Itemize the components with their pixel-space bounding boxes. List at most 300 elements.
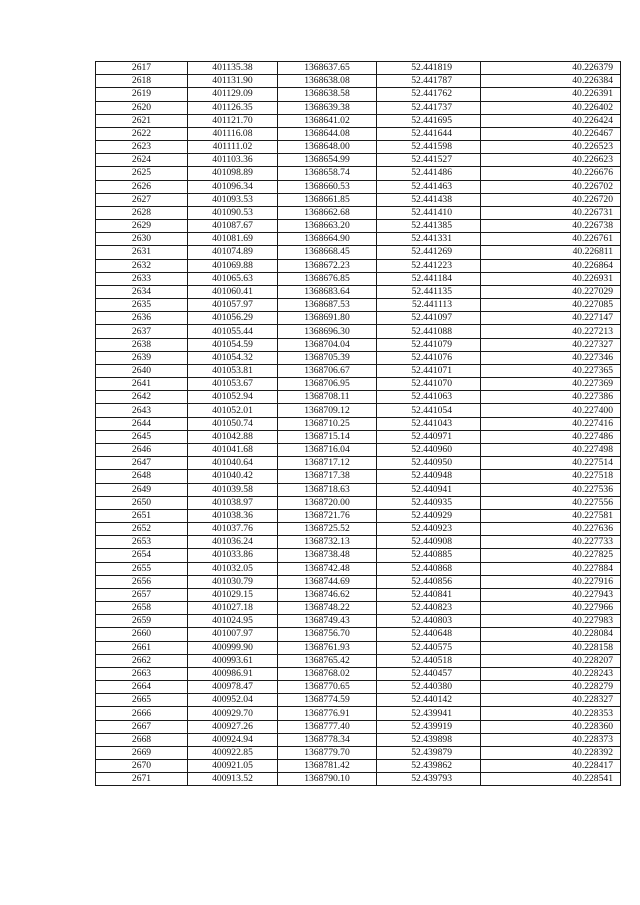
y-coordinate-cell: 1368770.65 [278, 681, 377, 694]
point-number-cell: 2665 [96, 694, 188, 707]
table-row [96, 588, 621, 601]
table-row [96, 536, 621, 549]
y-coordinate-cell: 1368742.48 [278, 562, 377, 575]
point-number-cell: 2664 [96, 681, 188, 694]
longitude-cell: 40.228279 [481, 681, 621, 694]
y-coordinate-cell: 1368720.00 [278, 496, 377, 509]
x-coordinate-cell: 401030.79 [188, 575, 278, 588]
longitude-cell: 40.228207 [481, 654, 621, 667]
table-row [96, 641, 621, 654]
x-coordinate-cell: 400927.26 [188, 720, 278, 733]
y-coordinate-cell: 1368660.53 [278, 180, 377, 193]
table-row [96, 615, 621, 628]
x-coordinate-cell: 401052.94 [188, 391, 278, 404]
y-coordinate-cell: 1368706.95 [278, 378, 377, 391]
y-coordinate-cell: 1368749.43 [278, 615, 377, 628]
point-number-cell: 2670 [96, 760, 188, 773]
y-coordinate-cell: 1368709.12 [278, 404, 377, 417]
x-coordinate-cell: 401040.64 [188, 457, 278, 470]
latitude-cell: 52.441269 [377, 246, 481, 259]
x-coordinate-cell: 401103.36 [188, 154, 278, 167]
x-coordinate-cell: 401090.53 [188, 206, 278, 219]
latitude-cell: 52.441097 [377, 312, 481, 325]
longitude-cell: 40.227346 [481, 351, 621, 364]
point-number-cell: 2641 [96, 378, 188, 391]
x-coordinate-cell: 400952.04 [188, 694, 278, 707]
y-coordinate-cell: 1368696.30 [278, 325, 377, 338]
y-coordinate-cell: 1368774.59 [278, 694, 377, 707]
table-row [96, 654, 621, 667]
latitude-cell: 52.439793 [377, 773, 481, 786]
x-coordinate-cell: 401081.69 [188, 233, 278, 246]
point-number-cell: 2667 [96, 720, 188, 733]
point-number-cell: 2656 [96, 575, 188, 588]
table-row [96, 141, 621, 154]
point-number-cell: 2651 [96, 509, 188, 522]
table-row [96, 760, 621, 773]
table-row [96, 430, 621, 443]
point-number-cell: 2659 [96, 615, 188, 628]
latitude-cell: 52.441527 [377, 154, 481, 167]
table-row [96, 496, 621, 509]
x-coordinate-cell: 400921.05 [188, 760, 278, 773]
y-coordinate-cell: 1368658.74 [278, 167, 377, 180]
x-coordinate-cell: 401040.42 [188, 470, 278, 483]
y-coordinate-cell: 1368706.67 [278, 364, 377, 377]
table-row [96, 443, 621, 456]
longitude-cell: 40.227498 [481, 443, 621, 456]
longitude-cell: 40.228243 [481, 667, 621, 680]
longitude-cell: 40.226864 [481, 259, 621, 272]
latitude-cell: 52.441410 [377, 206, 481, 219]
x-coordinate-cell: 401054.59 [188, 338, 278, 351]
point-number-cell: 2632 [96, 259, 188, 272]
point-number-cell: 2646 [96, 443, 188, 456]
point-number-cell: 2618 [96, 75, 188, 88]
x-coordinate-cell: 400929.70 [188, 707, 278, 720]
table-row [96, 391, 621, 404]
table-row [96, 206, 621, 219]
longitude-cell: 40.228353 [481, 707, 621, 720]
point-number-cell: 2624 [96, 154, 188, 167]
longitude-cell: 40.227327 [481, 338, 621, 351]
longitude-cell: 40.228158 [481, 641, 621, 654]
longitude-cell: 40.226738 [481, 220, 621, 233]
x-coordinate-cell: 401096.34 [188, 180, 278, 193]
point-number-cell: 2639 [96, 351, 188, 364]
x-coordinate-cell: 401050.74 [188, 417, 278, 430]
longitude-cell: 40.226731 [481, 206, 621, 219]
point-number-cell: 2630 [96, 233, 188, 246]
y-coordinate-cell: 1368710.25 [278, 417, 377, 430]
point-number-cell: 2657 [96, 588, 188, 601]
y-coordinate-cell: 1368746.62 [278, 588, 377, 601]
table-row [96, 88, 621, 101]
latitude-cell: 52.440841 [377, 588, 481, 601]
table-row [96, 667, 621, 680]
y-coordinate-cell: 1368738.48 [278, 549, 377, 562]
latitude-cell: 52.441331 [377, 233, 481, 246]
y-coordinate-cell: 1368717.38 [278, 470, 377, 483]
table-row [96, 733, 621, 746]
table-row [96, 509, 621, 522]
longitude-cell: 40.226811 [481, 246, 621, 259]
x-coordinate-cell: 401060.41 [188, 285, 278, 298]
point-number-cell: 2640 [96, 364, 188, 377]
x-coordinate-cell: 401024.95 [188, 615, 278, 628]
longitude-cell: 40.226676 [481, 167, 621, 180]
point-number-cell: 2617 [96, 62, 188, 75]
longitude-cell: 40.226384 [481, 75, 621, 88]
x-coordinate-cell: 401027.18 [188, 602, 278, 615]
latitude-cell: 52.440941 [377, 483, 481, 496]
point-number-cell: 2671 [96, 773, 188, 786]
point-number-cell: 2628 [96, 206, 188, 219]
latitude-cell: 52.441787 [377, 75, 481, 88]
table-row [96, 154, 621, 167]
x-coordinate-cell: 401116.08 [188, 127, 278, 140]
longitude-cell: 40.227983 [481, 615, 621, 628]
x-coordinate-cell: 401033.86 [188, 549, 278, 562]
y-coordinate-cell: 1368790.10 [278, 773, 377, 786]
longitude-cell: 40.227581 [481, 509, 621, 522]
x-coordinate-cell: 401029.15 [188, 588, 278, 601]
longitude-cell: 40.227213 [481, 325, 621, 338]
longitude-cell: 40.228392 [481, 746, 621, 759]
table-row [96, 246, 621, 259]
point-number-cell: 2621 [96, 114, 188, 127]
table-row [96, 746, 621, 759]
y-coordinate-cell: 1368781.42 [278, 760, 377, 773]
longitude-cell: 40.227416 [481, 417, 621, 430]
point-number-cell: 2619 [96, 88, 188, 101]
point-number-cell: 2620 [96, 101, 188, 114]
point-number-cell: 2622 [96, 127, 188, 140]
y-coordinate-cell: 1368725.52 [278, 523, 377, 536]
latitude-cell: 52.439862 [377, 760, 481, 773]
point-number-cell: 2645 [96, 430, 188, 443]
latitude-cell: 52.440935 [377, 496, 481, 509]
y-coordinate-cell: 1368716.04 [278, 443, 377, 456]
latitude-cell: 52.440518 [377, 654, 481, 667]
latitude-cell: 52.440380 [377, 681, 481, 694]
y-coordinate-cell: 1368687.53 [278, 299, 377, 312]
point-number-cell: 2636 [96, 312, 188, 325]
x-coordinate-cell: 401069.88 [188, 259, 278, 272]
y-coordinate-cell: 1368777.40 [278, 720, 377, 733]
x-coordinate-cell: 401038.36 [188, 509, 278, 522]
y-coordinate-cell: 1368644.08 [278, 127, 377, 140]
latitude-cell: 52.441762 [377, 88, 481, 101]
table-row [96, 180, 621, 193]
point-number-cell: 2643 [96, 404, 188, 417]
longitude-cell: 40.227636 [481, 523, 621, 536]
x-coordinate-cell: 401052.01 [188, 404, 278, 417]
latitude-cell: 52.440457 [377, 667, 481, 680]
y-coordinate-cell: 1368639.38 [278, 101, 377, 114]
x-coordinate-cell: 401056.29 [188, 312, 278, 325]
x-coordinate-cell: 401131.90 [188, 75, 278, 88]
y-coordinate-cell: 1368768.02 [278, 667, 377, 680]
latitude-cell: 52.440929 [377, 509, 481, 522]
table-row [96, 457, 621, 470]
table-row [96, 628, 621, 641]
latitude-cell: 52.441598 [377, 141, 481, 154]
y-coordinate-cell: 1368708.11 [278, 391, 377, 404]
longitude-cell: 40.228417 [481, 760, 621, 773]
x-coordinate-cell: 401037.76 [188, 523, 278, 536]
point-number-cell: 2662 [96, 654, 188, 667]
latitude-cell: 52.440823 [377, 602, 481, 615]
table-row [96, 193, 621, 206]
point-number-cell: 2635 [96, 299, 188, 312]
x-coordinate-cell: 401041.68 [188, 443, 278, 456]
point-number-cell: 2653 [96, 536, 188, 549]
y-coordinate-cell: 1368756.70 [278, 628, 377, 641]
latitude-cell: 52.439898 [377, 733, 481, 746]
y-coordinate-cell: 1368676.85 [278, 272, 377, 285]
table-row [96, 167, 621, 180]
table-row [96, 259, 621, 272]
y-coordinate-cell: 1368718.63 [278, 483, 377, 496]
y-coordinate-cell: 1368683.64 [278, 285, 377, 298]
latitude-cell: 52.441463 [377, 180, 481, 193]
longitude-cell: 40.227147 [481, 312, 621, 325]
longitude-cell: 40.226391 [481, 88, 621, 101]
latitude-cell: 52.440142 [377, 694, 481, 707]
x-coordinate-cell: 400999.90 [188, 641, 278, 654]
y-coordinate-cell: 1368732.13 [278, 536, 377, 549]
longitude-cell: 40.228360 [481, 720, 621, 733]
longitude-cell: 40.227369 [481, 378, 621, 391]
point-number-cell: 2660 [96, 628, 188, 641]
latitude-cell: 52.440868 [377, 562, 481, 575]
longitude-cell: 40.227884 [481, 562, 621, 575]
x-coordinate-cell: 401121.70 [188, 114, 278, 127]
table-row [96, 470, 621, 483]
point-number-cell: 2669 [96, 746, 188, 759]
latitude-cell: 52.440960 [377, 443, 481, 456]
point-number-cell: 2629 [96, 220, 188, 233]
x-coordinate-cell: 401038.97 [188, 496, 278, 509]
longitude-cell: 40.228541 [481, 773, 621, 786]
latitude-cell: 52.441644 [377, 127, 481, 140]
latitude-cell: 52.441695 [377, 114, 481, 127]
table-row [96, 417, 621, 430]
point-number-cell: 2666 [96, 707, 188, 720]
point-number-cell: 2661 [96, 641, 188, 654]
longitude-cell: 40.228084 [481, 628, 621, 641]
x-coordinate-cell: 401036.24 [188, 536, 278, 549]
y-coordinate-cell: 1368705.39 [278, 351, 377, 364]
longitude-cell: 40.227733 [481, 536, 621, 549]
latitude-cell: 52.441088 [377, 325, 481, 338]
x-coordinate-cell: 401042.88 [188, 430, 278, 443]
y-coordinate-cell: 1368664.90 [278, 233, 377, 246]
latitude-cell: 52.440885 [377, 549, 481, 562]
latitude-cell: 52.441737 [377, 101, 481, 114]
point-number-cell: 2642 [96, 391, 188, 404]
y-coordinate-cell: 1368776.91 [278, 707, 377, 720]
table-row [96, 681, 621, 694]
y-coordinate-cell: 1368662.68 [278, 206, 377, 219]
coordinate-table-body [96, 62, 621, 786]
x-coordinate-cell: 400913.52 [188, 773, 278, 786]
latitude-cell: 52.439941 [377, 707, 481, 720]
x-coordinate-cell: 401053.81 [188, 364, 278, 377]
table-row [96, 773, 621, 786]
table-row [96, 299, 621, 312]
coordinate-table [95, 61, 621, 786]
y-coordinate-cell: 1368779.70 [278, 746, 377, 759]
table-row [96, 562, 621, 575]
y-coordinate-cell: 1368721.76 [278, 509, 377, 522]
x-coordinate-cell: 401093.53 [188, 193, 278, 206]
latitude-cell: 52.441071 [377, 364, 481, 377]
longitude-cell: 40.227486 [481, 430, 621, 443]
latitude-cell: 52.441076 [377, 351, 481, 364]
longitude-cell: 40.227556 [481, 496, 621, 509]
point-number-cell: 2650 [96, 496, 188, 509]
point-number-cell: 2654 [96, 549, 188, 562]
table-row [96, 694, 621, 707]
point-number-cell: 2647 [96, 457, 188, 470]
table-row [96, 523, 621, 536]
x-coordinate-cell: 401087.67 [188, 220, 278, 233]
y-coordinate-cell: 1368717.12 [278, 457, 377, 470]
latitude-cell: 52.441223 [377, 259, 481, 272]
table-row [96, 549, 621, 562]
x-coordinate-cell: 401039.58 [188, 483, 278, 496]
table-row [96, 483, 621, 496]
longitude-cell: 40.227514 [481, 457, 621, 470]
x-coordinate-cell: 401129.09 [188, 88, 278, 101]
y-coordinate-cell: 1368637.65 [278, 62, 377, 75]
point-number-cell: 2634 [96, 285, 188, 298]
table-row [96, 75, 621, 88]
y-coordinate-cell: 1368648.00 [278, 141, 377, 154]
y-coordinate-cell: 1368778.34 [278, 733, 377, 746]
latitude-cell: 52.439879 [377, 746, 481, 759]
point-number-cell: 2652 [96, 523, 188, 536]
table-row [96, 325, 621, 338]
latitude-cell: 52.441043 [377, 417, 481, 430]
longitude-cell: 40.226623 [481, 154, 621, 167]
table-row [96, 285, 621, 298]
longitude-cell: 40.227916 [481, 575, 621, 588]
longitude-cell: 40.226761 [481, 233, 621, 246]
latitude-cell: 52.441184 [377, 272, 481, 285]
point-number-cell: 2655 [96, 562, 188, 575]
latitude-cell: 52.439919 [377, 720, 481, 733]
latitude-cell: 52.441113 [377, 299, 481, 312]
latitude-cell: 52.441054 [377, 404, 481, 417]
point-number-cell: 2626 [96, 180, 188, 193]
x-coordinate-cell: 401126.35 [188, 101, 278, 114]
table-row [96, 101, 621, 114]
table-row [96, 720, 621, 733]
table-row [96, 233, 621, 246]
y-coordinate-cell: 1368704.04 [278, 338, 377, 351]
latitude-cell: 52.441819 [377, 62, 481, 75]
point-number-cell: 2648 [96, 470, 188, 483]
longitude-cell: 40.227966 [481, 602, 621, 615]
point-number-cell: 2649 [96, 483, 188, 496]
point-number-cell: 2663 [96, 667, 188, 680]
table-row [96, 575, 621, 588]
y-coordinate-cell: 1368654.99 [278, 154, 377, 167]
latitude-cell: 52.440856 [377, 575, 481, 588]
longitude-cell: 40.226523 [481, 141, 621, 154]
y-coordinate-cell: 1368668.45 [278, 246, 377, 259]
longitude-cell: 40.226424 [481, 114, 621, 127]
point-number-cell: 2623 [96, 141, 188, 154]
longitude-cell: 40.227386 [481, 391, 621, 404]
x-coordinate-cell: 400922.85 [188, 746, 278, 759]
longitude-cell: 40.226931 [481, 272, 621, 285]
table-row [96, 602, 621, 615]
table-row [96, 272, 621, 285]
table-row [96, 114, 621, 127]
table-row [96, 62, 621, 75]
y-coordinate-cell: 1368744.69 [278, 575, 377, 588]
latitude-cell: 52.441070 [377, 378, 481, 391]
latitude-cell: 52.441385 [377, 220, 481, 233]
table-row [96, 707, 621, 720]
point-number-cell: 2631 [96, 246, 188, 259]
table-row [96, 312, 621, 325]
longitude-cell: 40.227825 [481, 549, 621, 562]
point-number-cell: 2625 [96, 167, 188, 180]
y-coordinate-cell: 1368663.20 [278, 220, 377, 233]
longitude-cell: 40.226402 [481, 101, 621, 114]
longitude-cell: 40.227536 [481, 483, 621, 496]
longitude-cell: 40.227943 [481, 588, 621, 601]
x-coordinate-cell: 401057.97 [188, 299, 278, 312]
latitude-cell: 52.441063 [377, 391, 481, 404]
x-coordinate-cell: 400978.47 [188, 681, 278, 694]
longitude-cell: 40.226720 [481, 193, 621, 206]
y-coordinate-cell: 1368672.23 [278, 259, 377, 272]
latitude-cell: 52.440908 [377, 536, 481, 549]
x-coordinate-cell: 401111.02 [188, 141, 278, 154]
table-row [96, 351, 621, 364]
x-coordinate-cell: 400993.61 [188, 654, 278, 667]
point-number-cell: 2668 [96, 733, 188, 746]
longitude-cell: 40.226467 [481, 127, 621, 140]
table-row [96, 220, 621, 233]
latitude-cell: 52.440923 [377, 523, 481, 536]
x-coordinate-cell: 401135.38 [188, 62, 278, 75]
latitude-cell: 52.440971 [377, 430, 481, 443]
point-number-cell: 2658 [96, 602, 188, 615]
x-coordinate-cell: 400924.94 [188, 733, 278, 746]
y-coordinate-cell: 1368761.93 [278, 641, 377, 654]
latitude-cell: 52.441079 [377, 338, 481, 351]
point-number-cell: 2644 [96, 417, 188, 430]
y-coordinate-cell: 1368641.02 [278, 114, 377, 127]
y-coordinate-cell: 1368638.58 [278, 88, 377, 101]
longitude-cell: 40.227085 [481, 299, 621, 312]
latitude-cell: 52.441486 [377, 167, 481, 180]
x-coordinate-cell: 401032.05 [188, 562, 278, 575]
longitude-cell: 40.228373 [481, 733, 621, 746]
x-coordinate-cell: 401053.67 [188, 378, 278, 391]
table-row [96, 364, 621, 377]
y-coordinate-cell: 1368765.42 [278, 654, 377, 667]
table-row [96, 404, 621, 417]
x-coordinate-cell: 400986.91 [188, 667, 278, 680]
